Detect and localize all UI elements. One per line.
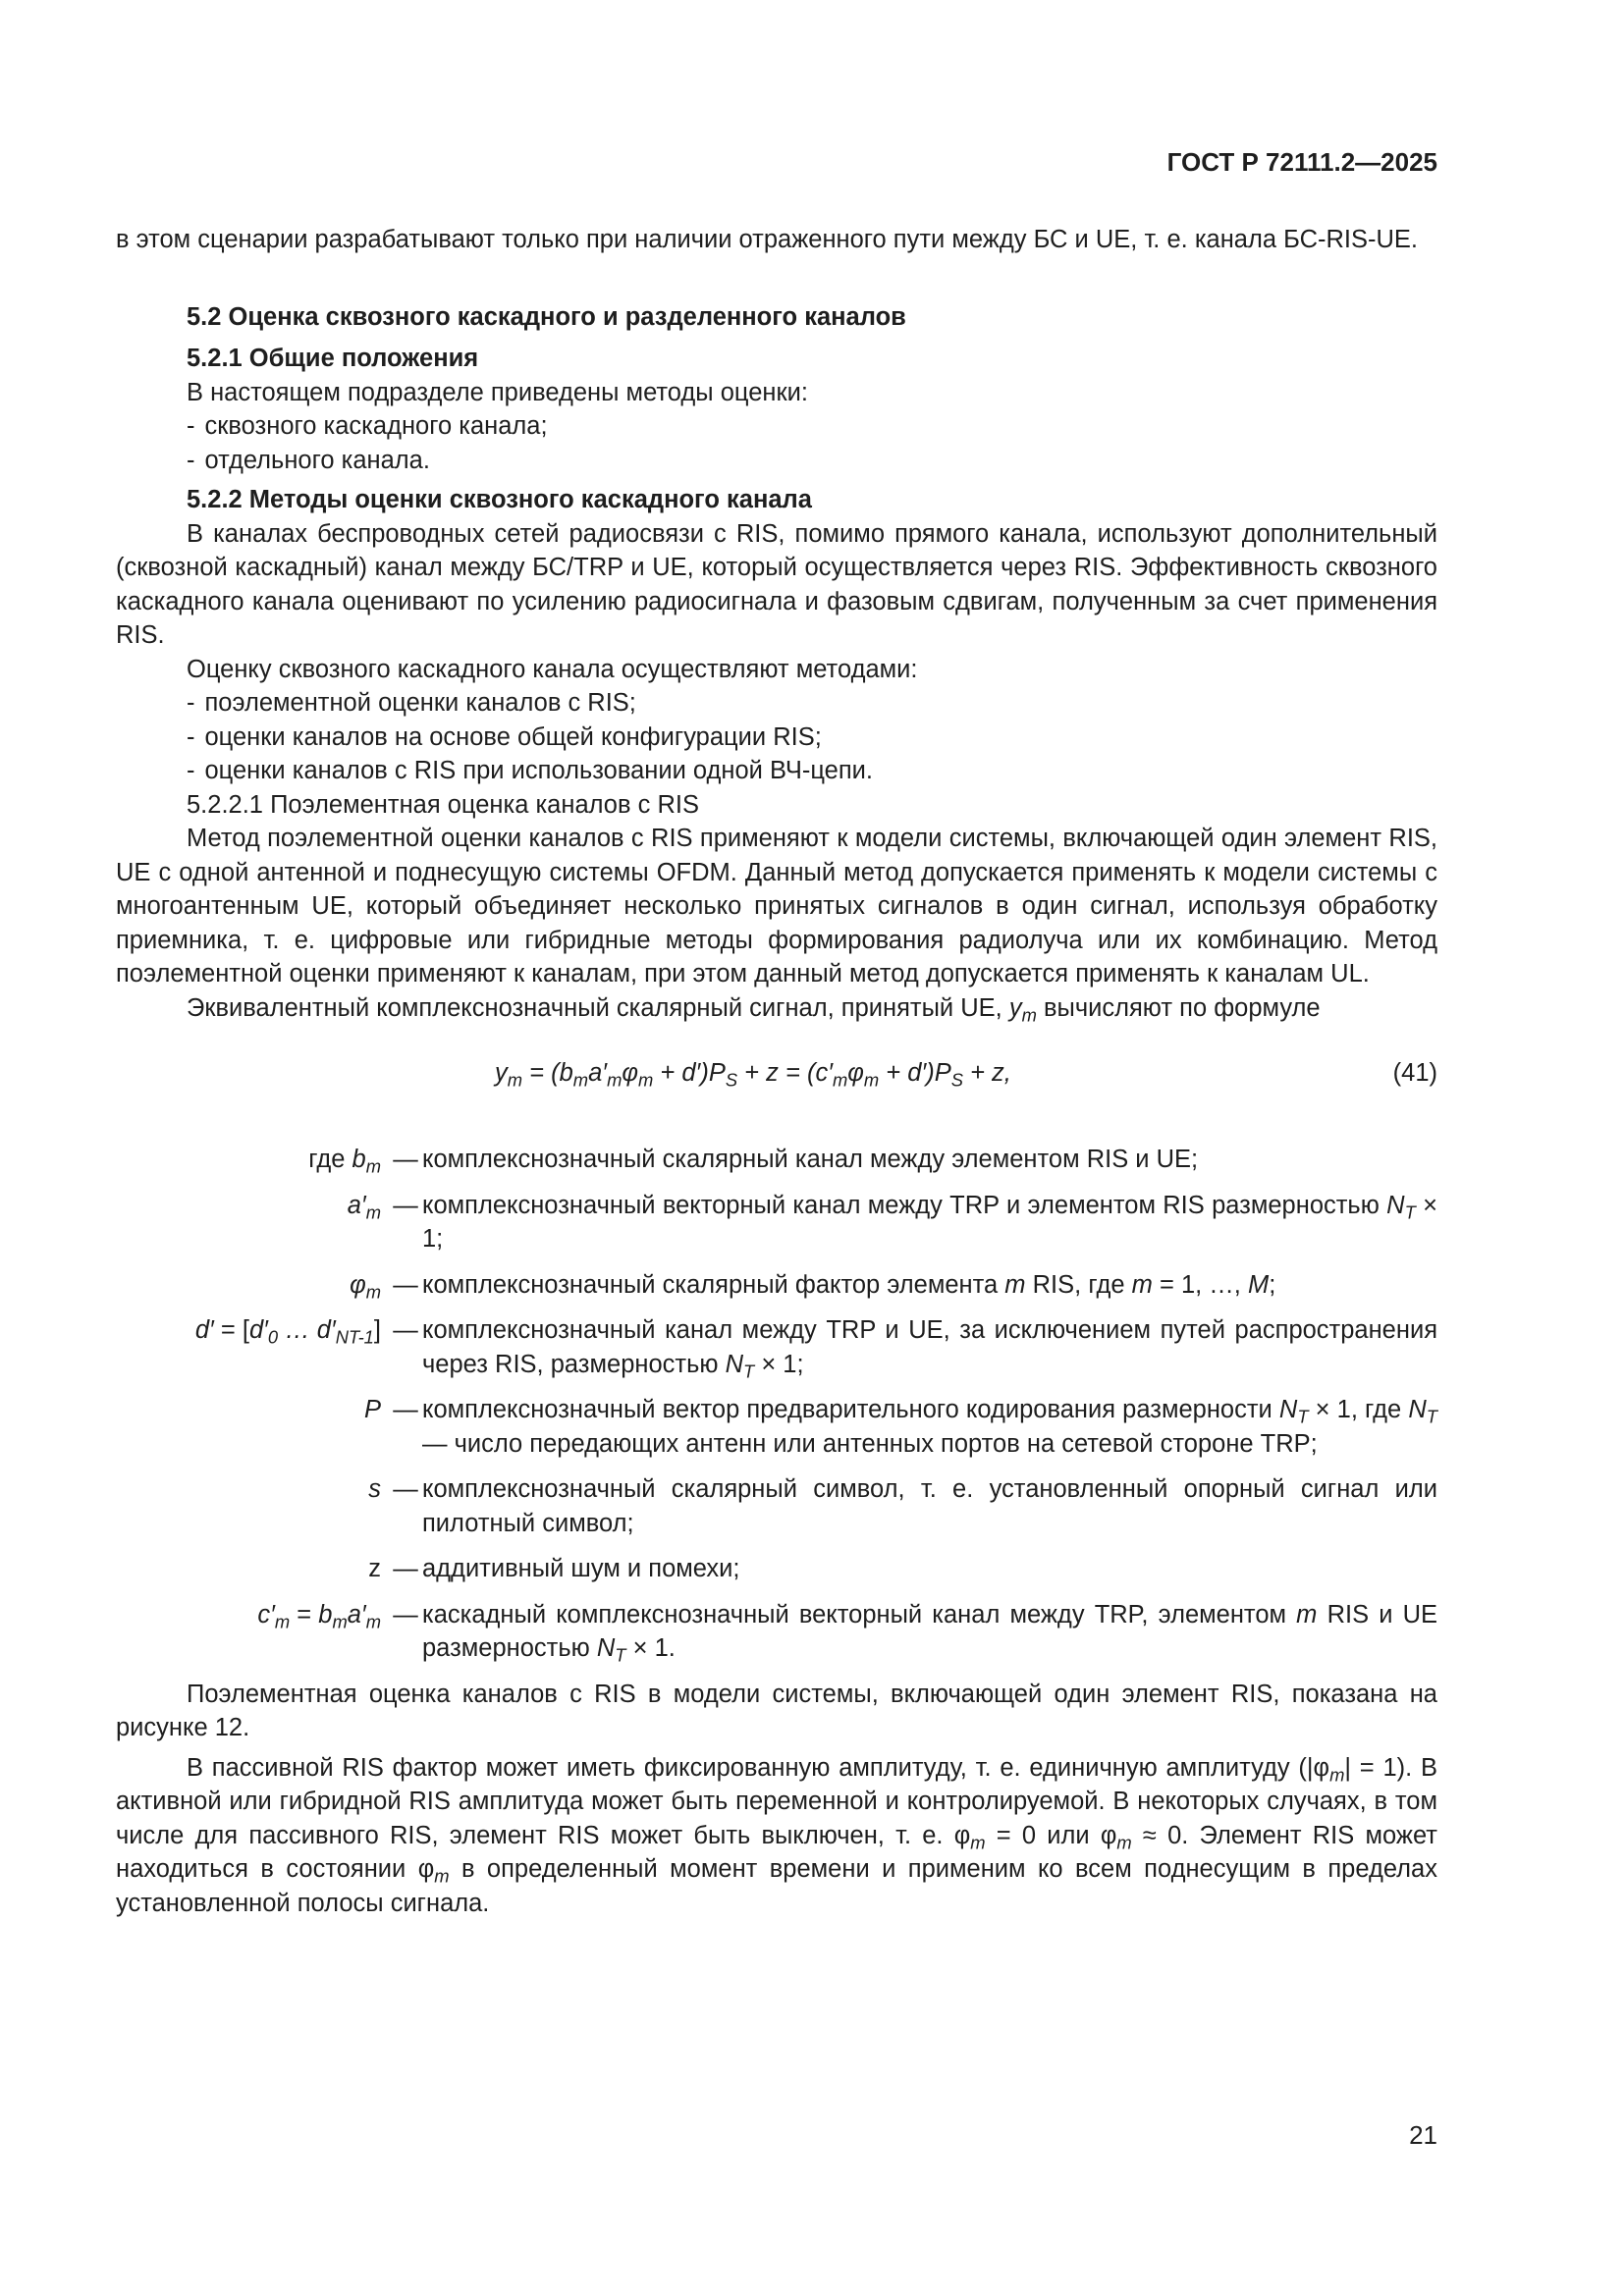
where-row: где $b_m$ — комплекснозначный скалярный канал между элементом RIS и UE;: [308, 1146, 1199, 1177]
section-5-2-1-lead: В настоящем подразделе приведены методы оценки:: [187, 378, 808, 406]
where-row: P — комплекснозначный вектор предварительного кодирования размерности $N_T \times 1$, где $N_T$ — число передающих антенн или антенных портов на сетевой стороне TRP;: [363, 1396, 1437, 1458]
section-5-2-2-lead: Оценку сквозного каскадного канала осуществляют методами:: [187, 655, 918, 683]
formula-41: [116, 1056, 1437, 1090]
where-row: $a'_m$ — комплекснозначный векторный канал между TRP и элементом RIS размерностью $N_T \times 1$;: [347, 1191, 1438, 1253]
list-item: - поэлементной оценки каналов с RIS;: [187, 689, 636, 717]
section-5-2-2-1-title: 5.2.2.1 Поэлементная оценка каналов с RIS: [187, 790, 699, 819]
list-item: - отдельного канала.: [187, 446, 430, 474]
formula-expression: $y_m = (b_ma'_m\varphi_m + d')P_S + z = (c'_m\varphi_m + d')P_S + z$,: [495, 1059, 1011, 1091]
page-number: 21: [1409, 2120, 1437, 2150]
where-list: [116, 1143, 1437, 1666]
section-5-2-2-paragraph: В каналах беспроводных сетей радиосвязи с RIS, помимо прямого канала, используют дополнительный (сквозной каскадный) канал между БС/TRP и UE, который осуществляется через RIS. Эффективность сквозного каскадного канала оценивают по усилению радиосигнала и фазовым сдвигам, полученным за счет применения RIS.: [116, 519, 1437, 649]
figure-reference-paragraph: Поэлементная оценка каналов с RIS в модели системы, включающей один элемент RIS, показана на рисунке 12.: [116, 1680, 1437, 1741]
where-row: z — аддитивный шум и помехи;: [368, 1555, 740, 1582]
where-row: $\varphi_m$ — комплекснозначный скалярный фактор элемента m RIS, где m = 1, …, M;: [350, 1270, 1276, 1302]
passive-ris-paragraph: В пассивной RIS фактор может иметь фиксированную амплитуду, т. е. единичную амплитуду $(|\varphi_m| = 1)$. В активной или гибридной RIS амплитуда может быть переменной и контролируемой. В некоторых случаях, в том числе для пассивного RIS, элемент RIS может быть выключен, т. е. $\varphi_m = 0$ или $\varphi_m \approx 0$. Элемент RIS может находиться в состоянии $\varphi_m$ в определенный момент времени и применим ко всем поднесущим в пределах установленной полосы сигнала.: [116, 1753, 1437, 1917]
document-body: [116, 223, 1437, 1920]
section-5-2-1-title: 5.2.1 Общие положения: [187, 345, 479, 372]
document-header: ГОСТ Р 72111.2—2025: [1166, 147, 1437, 177]
list-item: - оценки каналов с RIS при использовании одной ВЧ-цепи.: [187, 757, 873, 784]
where-row: $d' = [d'_0$ … $d'_{NT-1}$] — комплекснозначный канал между TRP и UE, за исключением путей распространения через RIS, размерностью $N_T \times 1$;: [194, 1316, 1437, 1381]
intro-paragraph: в этом сценарии разрабатывают только при наличии отраженного пути между БС и UE, т. е. канала БС-RIS-UE.: [116, 226, 1418, 253]
list-item: - сквозного каскадного канала;: [187, 412, 548, 440]
formula-number: (41): [1392, 1059, 1437, 1087]
section-5-2-2-title: 5.2.2 Методы оценки сквозного каскадного канала: [187, 486, 812, 513]
section-5-2-2-1-paragraph: Метод поэлементной оценки каналов с RIS применяют к модели системы, включающей один элемент RIS, UE с одной антенной и поднесущую системы OFDM. Данный метод допускается применять к модели системы с многоантенным UE, который объединяет несколько принятых сигналов в один сигнал, используя обработку приемника, т. е. цифровые или гибридные методы формирования радиолуча или их комбинацию. Метод поэлементной оценки применяют к каналам, при этом данный метод допускается применять к каналам UL.: [116, 825, 1437, 988]
where-row: s — комплекснозначный скалярный символ, т. е. установленный опорный сигнал или пилотный символ;: [368, 1475, 1437, 1537]
list-item: - оценки каналов на основе общей конфигурации RIS;: [187, 722, 822, 751]
section-5-2-title: 5.2 Оценка сквозного каскадного и разделенного каналов: [187, 302, 906, 331]
formula-intro: Эквивалентный комплекснозначный скалярный сигнал, принятый UE, $y_m$ вычисляют по формуле: [187, 993, 1321, 1025]
where-row: $c'_m = b_ma'_m$ — каскадный комплекснозначный векторный канал между TRP, элементом m RIS и UE размерностью $N_T \times 1$.: [257, 1600, 1437, 1666]
